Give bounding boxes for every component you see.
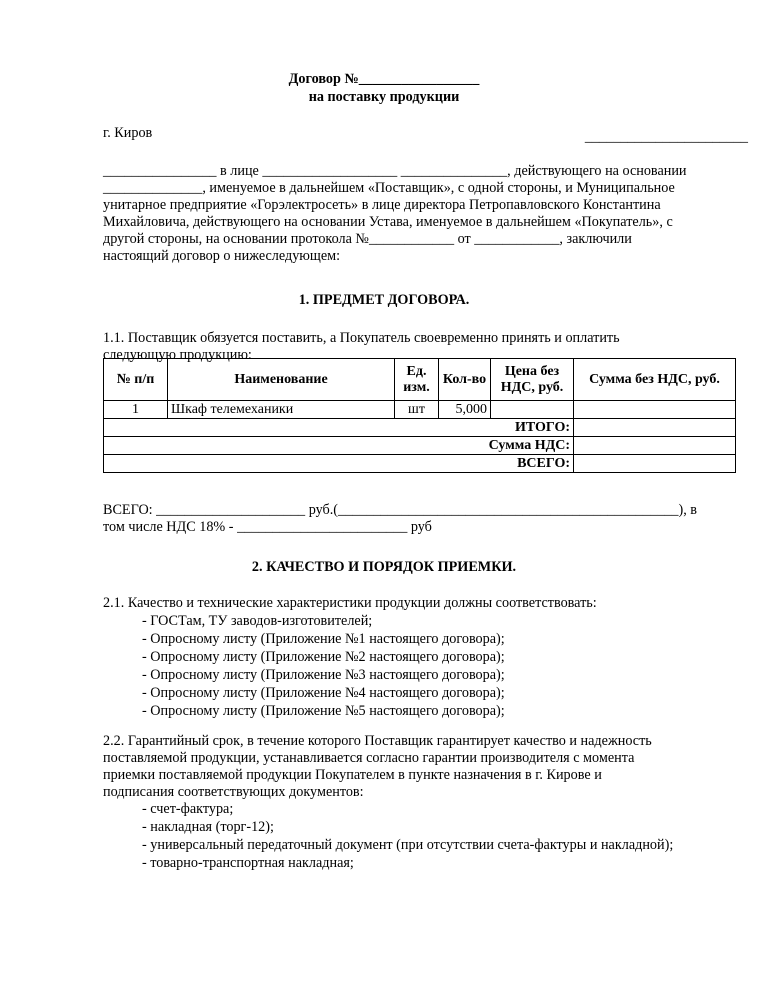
intro-paragraph xyxy=(103,163,743,265)
cell-sum xyxy=(574,401,736,419)
date-blank: _______________________ xyxy=(584,129,748,145)
list-item: - счет-фактура; xyxy=(142,801,234,817)
intro-line: ________________ в лице ___________________ _______________, действующего на основании xyxy=(103,163,687,179)
itogo-label: ИТОГО: xyxy=(104,419,574,437)
vat-label: Сумма НДС: xyxy=(104,437,574,455)
paragraph-line: следующую продукцию: xyxy=(103,347,252,363)
section2-p1: 2.1. Качество и технические характеристики продукции должны соответствовать: xyxy=(103,595,597,611)
list-item: - накладная (торг-12); xyxy=(142,819,274,835)
list-item: - универсальный передаточный документ (при отсутствии счета-фактуры и накладной); xyxy=(142,837,674,853)
list-item: - Опросному листу (Приложение №5 настоящего договора); xyxy=(142,703,505,719)
header-name: Наименование xyxy=(168,359,395,401)
itogo-value xyxy=(574,419,736,437)
list-item: - Опросному листу (Приложение №4 настоящего договора); xyxy=(142,685,505,701)
header-num: № п/п xyxy=(104,359,168,401)
section2-p2 xyxy=(103,733,743,801)
cell-unit: шт xyxy=(395,401,439,419)
total-line: том числе НДС 18% - ________________________ руб xyxy=(103,519,432,535)
requirements-list xyxy=(103,613,743,721)
cell-name: Шкаф телемеханики xyxy=(168,401,395,419)
city-label: г. Киров xyxy=(103,125,153,141)
section1-heading: 1. ПРЕДМЕТ ДОГОВОРА. xyxy=(298,292,470,308)
paragraph-line: 1.1. Поставщик обязуется поставить, а Покупатель своевременно принять и оплатить xyxy=(103,330,620,346)
intro-line: другой стороны, на основании протокола №____________ от ____________, заключили xyxy=(103,231,632,247)
vsego-value xyxy=(574,455,736,473)
list-item: - ГОСТам, ТУ заводов-изготовителей; xyxy=(142,613,373,629)
intro-line: ______________, именуемое в дальнейшем «Поставщик», с одной стороны, и Муниципальное xyxy=(103,180,675,196)
cell-price xyxy=(491,401,574,419)
section2-heading: 2. КАЧЕСТВО И ПОРЯДОК ПРИЕМКИ. xyxy=(251,559,517,575)
list-item: - товарно-транспортная накладная; xyxy=(142,855,354,871)
table-header-row xyxy=(104,359,736,401)
paragraph-line: подписания соответствующих документов: xyxy=(103,784,364,800)
products-table xyxy=(103,358,736,473)
contract-subtitle: на поставку продукции xyxy=(308,89,460,105)
list-item: - Опросному листу (Приложение №1 настоящего договора); xyxy=(142,631,505,647)
grand-total-row xyxy=(104,455,736,473)
header-unit: Ед. изм. xyxy=(395,359,439,401)
total-paragraph xyxy=(103,502,743,536)
intro-line: Михайловича, действующего на основании Устава, именуемое в дальнейшем «Покупатель», с xyxy=(103,214,673,230)
cell-qty: 5,000 xyxy=(439,401,491,419)
documents-list xyxy=(103,801,743,873)
total-line: ВСЕГО: _____________________ руб.(________________________________________________), в xyxy=(103,502,698,518)
vat-row xyxy=(104,437,736,455)
vat-value xyxy=(574,437,736,455)
intro-line: настоящий договор о нижеследующем: xyxy=(103,248,341,264)
header-qty: Кол-во xyxy=(439,359,491,401)
header-price: Цена без НДС, руб. xyxy=(491,359,574,401)
paragraph-line: приемки поставляемой продукции Покупателем в пункте назначения в г. Кирове и xyxy=(103,767,602,783)
paragraph-line: поставляемой продукции, устанавливается согласно гарантии производителя с момента xyxy=(103,750,635,766)
total-row xyxy=(104,419,736,437)
contract-title: Договор №_________________ xyxy=(288,71,480,87)
intro-line: унитарное предприятие «Горэлектросеть» в лице директора Петропавловского Константина xyxy=(103,197,661,213)
header-sum: Сумма без НДС, руб. xyxy=(574,359,736,401)
vsego-label: ВСЕГО: xyxy=(104,455,574,473)
paragraph-line: 2.2. Гарантийный срок, в течение которого Поставщик гарантирует качество и надежность xyxy=(103,733,652,749)
table-row xyxy=(104,401,736,419)
list-item: - Опросному листу (Приложение №2 настоящего договора); xyxy=(142,649,505,665)
list-item: - Опросному листу (Приложение №3 настоящего договора); xyxy=(142,667,505,683)
cell-num: 1 xyxy=(104,401,168,419)
